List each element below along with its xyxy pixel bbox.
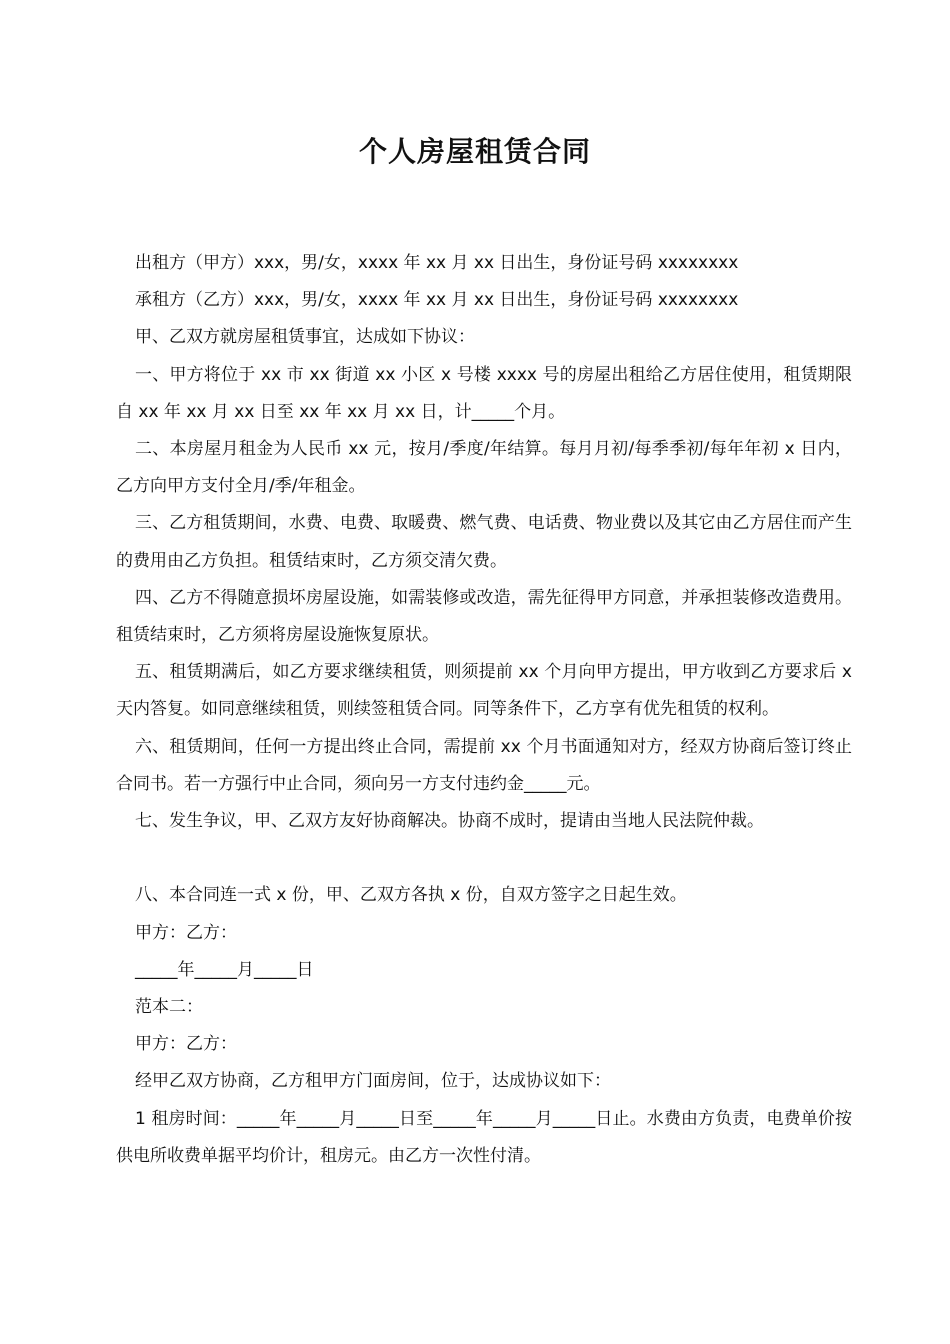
template-two-intro: 经甲乙双方协商，乙方租甲方门面房间，位于，达成协议如下：: [135, 1071, 611, 1092]
paragraph-clause-6: 六、租赁期间，任何一方提出终止合同，需提前 xx 个月书面通知对方，经双方协商后签订终止合同书。若一方强行中止合同，须向另一方支付违约金_____元。: [116, 736, 852, 794]
paragraph-lessor: 出租方（甲方）xxx，男/女，xxxx 年 xx 月 xx 日出生，身份证号码 xxxxxxxx: [135, 253, 739, 273]
paragraph-clause-7: 七、发生争议，甲、乙双方友好协商解决。协商不成时，提请由当地人民法院仲裁。: [135, 811, 764, 832]
paragraph-clause-2: 二、本房屋月租金为人民币 xx 元，按月/季度/年结算。每月月初/每季季初/每年年初 x 日内，乙方向甲方支付全月/季/年租金。: [116, 439, 852, 497]
signature-date: _____年_____月_____日: [135, 959, 314, 980]
paragraph-clause-4: 四、乙方不得随意损坏房屋设施，如需装修或改造，需先征得甲方同意，并承担装修改造费用。租赁结束时，乙方须将房屋设施恢复原状。: [116, 587, 852, 646]
document-title: 个人房屋租赁合同: [358, 135, 591, 168]
paragraph-clause-8: 八、本合同连一式 x 份，甲、乙双方各执 x 份，自双方签字之日起生效。: [135, 885, 687, 906]
paragraph-clause-1: 一、甲方将位于 xx 市 xx 街道 xx 小区 x 号楼 xxxx 号的房屋出租给乙方居住使用，租赁期限自 xx 年 xx 月 xx 日至 xx 年 xx 月 xx 日，计_____个月。: [116, 364, 852, 422]
paragraph-agreement-intro: 甲、乙双方就房屋租赁事宜，达成如下协议：: [135, 327, 475, 348]
paragraph-clause-3: 三、乙方租赁期间，水费、电费、取暖费、燃气费、电话费、物业费以及其它由乙方居住而产生的费用由乙方负担。租赁结束时，乙方须交清欠费。: [116, 513, 852, 571]
paragraph-clause-5: 五、租赁期满后，如乙方要求继续租赁，则须提前 xx 个月向甲方提出，甲方收到乙方要求后 x 天内答复。如同意继续租赁，则续签租赁合同。同等条件下，乙方享有优先租赁的权利。: [116, 662, 852, 720]
paragraph-gap: [116, 840, 852, 877]
signature-parties: 甲方：乙方：: [135, 922, 237, 943]
paragraph-lessee: 承租方（乙方）xxx，男/女，xxxx 年 xx 月 xx 日出生，身份证号码 xxxxxxxx: [135, 290, 739, 311]
document-body: [116, 245, 852, 1175]
template-two-clause-1: 1 租房时间：_____年_____月_____日至_____年_____月_____日止。水费由方负责，电费单价按供电所收费单据平均价计，租房元。由乙方一次性付清。: [116, 1108, 852, 1166]
template-two-parties: 甲方：乙方：: [135, 1034, 237, 1055]
template-two-heading: 范本二：: [135, 997, 203, 1018]
